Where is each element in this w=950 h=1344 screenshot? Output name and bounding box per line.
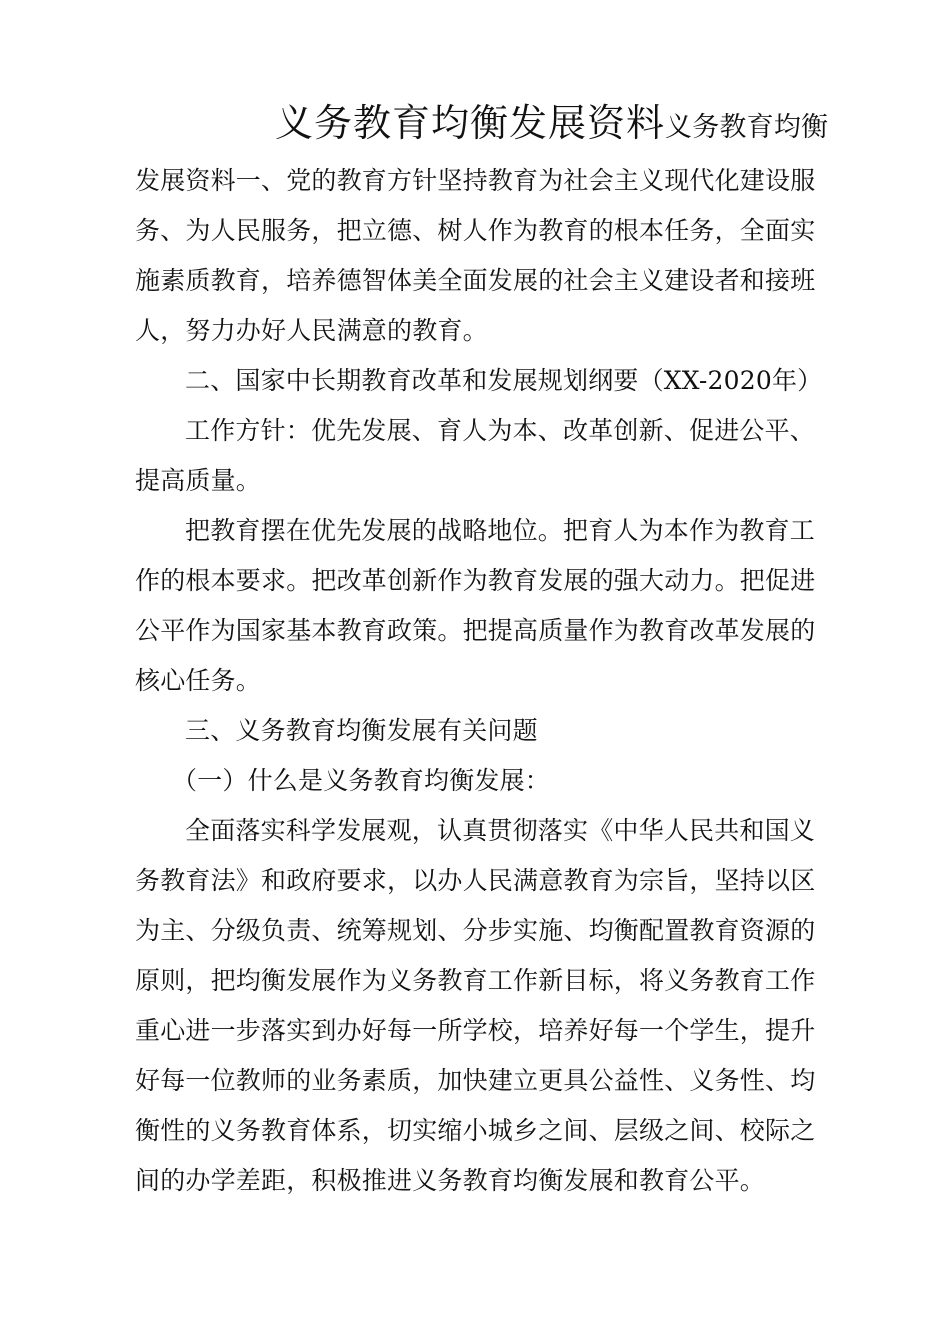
paragraph-line: 务教育法》和政府要求，以办人民满意教育为宗旨，坚持以区: [135, 866, 816, 895]
title-line: [275, 101, 950, 145]
paragraph-line: 为主、分级负责、统筹规划、分步实施、均衡配置教育资源的: [135, 916, 816, 945]
paragraph-line: 工作方针：优先发展、育人为本、改革创新、促进公平、: [185, 416, 816, 445]
paragraph-line: 原则，把均衡发展作为义务教育工作新目标，将义务教育工作: [135, 966, 816, 995]
paragraph-line: 把教育摆在优先发展的战略地位。把育人为本作为教育工: [185, 516, 816, 545]
section-heading: 二、国家中长期教育改革和发展规划纲要（XX-2020年）: [185, 366, 823, 395]
paragraph-line: 全面落实科学发展观，认真贯彻落实《中华人民共和国义: [185, 816, 816, 845]
paragraph-line: 人，努力办好人民满意的教育。: [135, 316, 488, 345]
paragraph-line: 间的办学差距，积极推进义务教育均衡发展和教育公平。: [135, 1166, 766, 1195]
paragraph-line: 务、为人民服务，把立德、树人作为教育的根本任务，全面实: [135, 216, 816, 245]
section-heading: 三、义务教育均衡发展有关问题: [185, 716, 538, 745]
document-title: 义务教育均衡发展资料: [275, 101, 666, 145]
paragraph-line: 重心进一步落实到办好每一所学校，培养好每一个学生，提升: [135, 1016, 816, 1045]
paragraph-line: 衡性的义务教育体系，切实缩小城乡之间、层级之间、校际之: [135, 1116, 816, 1145]
paragraph-line: 核心任务。: [135, 666, 262, 695]
title-continuation: 义务教育均衡: [665, 112, 829, 143]
paragraph-line: 施素质教育，培养德智体美全面发展的社会主义建设者和接班: [135, 266, 816, 295]
subsection-heading: （一）什么是义务教育均衡发展：: [172, 766, 551, 795]
paragraph-line: 发展资料一、党的教育方针坚持教育为社会主义现代化建设服: [135, 166, 816, 195]
paragraph-line: 公平作为国家基本教育政策。把提高质量作为教育改革发展的: [135, 616, 816, 645]
paragraph-line: 提高质量。: [135, 466, 262, 495]
paragraph-line: 好每一位教师的业务素质，加快建立更具公益性、义务性、均: [135, 1066, 816, 1095]
paragraph-line: 作的根本要求。把改革创新作为教育发展的强大动力。把促进: [135, 566, 816, 595]
